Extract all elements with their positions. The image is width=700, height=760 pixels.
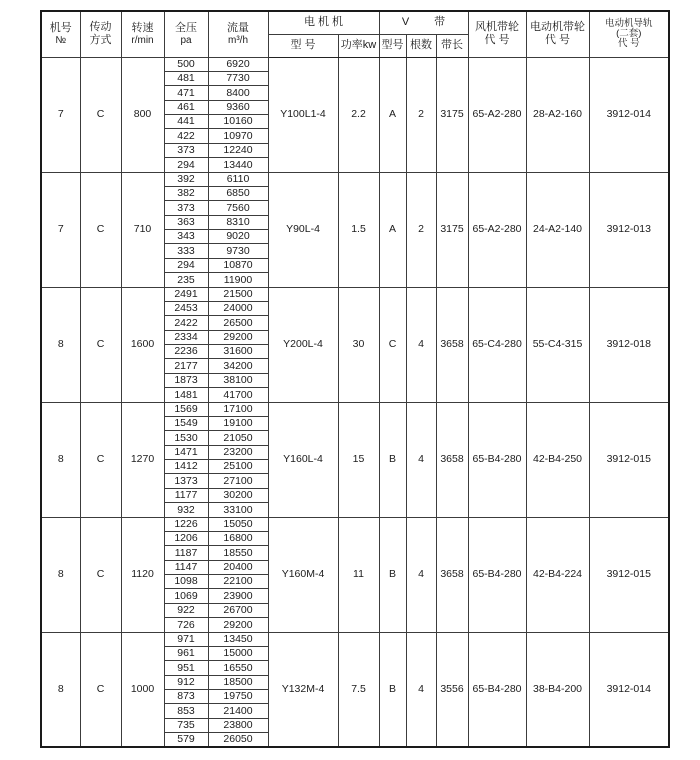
table-row: [41, 632, 669, 646]
cell-flow: 9020: [208, 230, 268, 244]
cell-rail: 3912-015: [589, 402, 669, 517]
cell-motor-pulley: 38-B4-200: [526, 632, 589, 747]
col-header-motor-power: 功率kw: [338, 34, 379, 57]
table-header: [41, 11, 669, 57]
cell-motor-power: 1.5: [338, 172, 379, 287]
cell-motor-model: Y100L1-4: [268, 57, 338, 172]
cell-flow: 6850: [208, 186, 268, 200]
cell-flow: 27100: [208, 474, 268, 488]
cell-fan-pulley: 65-A2-280: [468, 172, 526, 287]
cell-flow: 17100: [208, 402, 268, 416]
cell-flow: 26500: [208, 316, 268, 330]
cell-flow: 13450: [208, 632, 268, 646]
col-header-belt-length: 带长: [436, 34, 468, 57]
cell-flow: 19750: [208, 690, 268, 704]
cell-motor-pulley: 28-A2-160: [526, 57, 589, 172]
cell-flow: 16800: [208, 531, 268, 545]
cell-pressure: 2453: [164, 301, 208, 315]
cell-flow: 23800: [208, 718, 268, 732]
cell-belt-length: 3658: [436, 402, 468, 517]
cell-pressure: 922: [164, 603, 208, 617]
cell-motor-model: Y90L-4: [268, 172, 338, 287]
cell-machine-no: 8: [41, 402, 80, 517]
cell-pressure: 1187: [164, 546, 208, 560]
cell-belt-length: 3175: [436, 57, 468, 172]
cell-rail: 3912-018: [589, 287, 669, 402]
col-header-belt-count: 根数: [406, 34, 436, 57]
cell-belt-count: 2: [406, 57, 436, 172]
cell-machine-no: 8: [41, 517, 80, 632]
cell-belt-length: 3658: [436, 287, 468, 402]
cell-pressure: 1873: [164, 373, 208, 387]
cell-belt-count: 4: [406, 402, 436, 517]
cell-pressure: 853: [164, 704, 208, 718]
col-header-drive-line1: 传动: [89, 21, 112, 34]
table-row: [41, 287, 669, 301]
cell-pressure: 1412: [164, 460, 208, 474]
cell-pressure: 500: [164, 57, 208, 71]
cell-pressure: 471: [164, 86, 208, 100]
cell-speed: 1000: [121, 632, 164, 747]
col-header-pressure-unit: pa: [180, 34, 192, 46]
col-header-speed-label: 转速: [131, 21, 154, 34]
cell-flow: 29200: [208, 618, 268, 632]
cell-belt-type: B: [379, 517, 406, 632]
cell-pressure: 735: [164, 718, 208, 732]
col-header-machine-no-label: 机号: [49, 21, 72, 34]
cell-flow: 24000: [208, 301, 268, 315]
cell-motor-model: Y200L-4: [268, 287, 338, 402]
cell-drive: C: [80, 57, 121, 172]
col-header-motor-pulley-line1: 电动机带轮: [530, 21, 586, 34]
cell-motor-power: 11: [338, 517, 379, 632]
cell-pressure: 1147: [164, 560, 208, 574]
cell-machine-no: 7: [41, 57, 80, 172]
cell-pressure: 961: [164, 646, 208, 660]
col-header-drive: [80, 11, 121, 57]
cell-pressure: 422: [164, 129, 208, 143]
cell-drive: C: [80, 402, 121, 517]
cell-belt-count: 2: [406, 172, 436, 287]
cell-pressure: 1569: [164, 402, 208, 416]
cell-motor-pulley: 24-A2-140: [526, 172, 589, 287]
cell-pressure: 2236: [164, 345, 208, 359]
cell-pressure: 1530: [164, 431, 208, 445]
cell-rail: 3912-014: [589, 57, 669, 172]
col-header-machine-no: [41, 11, 80, 57]
cell-flow: 20400: [208, 560, 268, 574]
cell-pressure: 441: [164, 115, 208, 129]
cell-flow: 7730: [208, 71, 268, 85]
cell-flow: 22100: [208, 575, 268, 589]
cell-pressure: 1549: [164, 416, 208, 430]
cell-machine-no: 8: [41, 287, 80, 402]
cell-fan-pulley: 65-B4-280: [468, 402, 526, 517]
cell-belt-type: B: [379, 402, 406, 517]
cell-rail: 3912-015: [589, 517, 669, 632]
cell-motor-power: 7.5: [338, 632, 379, 747]
cell-flow: 38100: [208, 373, 268, 387]
cell-pressure: 912: [164, 675, 208, 689]
cell-motor-power: 15: [338, 402, 379, 517]
cell-flow: 8400: [208, 86, 268, 100]
cell-pressure: 1373: [164, 474, 208, 488]
col-header-motor-pulley-line2: 代 号: [544, 34, 571, 47]
col-header-flow-unit: m³/h: [228, 34, 248, 46]
cell-flow: 29200: [208, 330, 268, 344]
cell-flow: 10870: [208, 258, 268, 272]
cell-drive: C: [80, 287, 121, 402]
cell-flow: 9730: [208, 244, 268, 258]
cell-drive: C: [80, 632, 121, 747]
cell-rail: 3912-013: [589, 172, 669, 287]
cell-pressure: 2177: [164, 359, 208, 373]
cell-flow: 6920: [208, 57, 268, 71]
cell-flow: 7560: [208, 201, 268, 215]
cell-pressure: 343: [164, 230, 208, 244]
cell-motor-power: 30: [338, 287, 379, 402]
cell-speed: 800: [121, 57, 164, 172]
cell-flow: 16550: [208, 661, 268, 675]
cell-pressure: 2334: [164, 330, 208, 344]
table-row: [41, 402, 669, 416]
cell-motor-model: Y132M-4: [268, 632, 338, 747]
cell-flow: 9360: [208, 100, 268, 114]
cell-pressure: 971: [164, 632, 208, 646]
cell-speed: 1600: [121, 287, 164, 402]
cell-pressure: 1471: [164, 445, 208, 459]
cell-pressure: 1206: [164, 531, 208, 545]
cell-speed: 1120: [121, 517, 164, 632]
cell-flow: 11900: [208, 273, 268, 287]
cell-flow: 21400: [208, 704, 268, 718]
cell-machine-no: 7: [41, 172, 80, 287]
cell-pressure: 392: [164, 172, 208, 186]
cell-pressure: 932: [164, 503, 208, 517]
cell-motor-pulley: 55-C4-315: [526, 287, 589, 402]
cell-pressure: 951: [164, 661, 208, 675]
col-header-pressure: [164, 11, 208, 57]
col-header-drive-line2: 方式: [89, 34, 112, 47]
cell-flow: 15000: [208, 646, 268, 660]
cell-belt-type: C: [379, 287, 406, 402]
col-header-flow-label: 流量: [227, 21, 249, 34]
col-header-speed: [121, 11, 164, 57]
cell-pressure: 333: [164, 244, 208, 258]
cell-belt-count: 4: [406, 287, 436, 402]
cell-flow: 18500: [208, 675, 268, 689]
cell-flow: 26050: [208, 733, 268, 747]
table-row: [41, 172, 669, 186]
cell-flow: 33100: [208, 503, 268, 517]
cell-pressure: 382: [164, 186, 208, 200]
col-header-vbelt-dai: 带: [434, 16, 446, 29]
cell-pressure: 363: [164, 215, 208, 229]
cell-drive: C: [80, 172, 121, 287]
cell-pressure: 1069: [164, 589, 208, 603]
cell-pressure: 294: [164, 158, 208, 172]
col-header-motor-group: [268, 11, 379, 34]
cell-flow: 13440: [208, 158, 268, 172]
cell-fan-pulley: 65-B4-280: [468, 517, 526, 632]
col-header-speed-unit: r/min: [131, 34, 154, 46]
cell-flow: 31600: [208, 345, 268, 359]
cell-pressure: 579: [164, 733, 208, 747]
cell-flow: 23900: [208, 589, 268, 603]
col-header-pressure-label: 全压: [175, 21, 197, 34]
col-header-motor-rail-line3: 代 号: [617, 38, 640, 50]
cell-pressure: 726: [164, 618, 208, 632]
cell-pressure: 2422: [164, 316, 208, 330]
cell-flow: 8310: [208, 215, 268, 229]
col-header-motor-model: 型 号: [268, 34, 338, 57]
cell-flow: 23200: [208, 445, 268, 459]
cell-pressure: 1481: [164, 388, 208, 402]
table-row: [41, 517, 669, 531]
cell-speed: 710: [121, 172, 164, 287]
cell-flow: 6110: [208, 172, 268, 186]
col-header-motor-group-label: 电 机 机: [303, 16, 344, 29]
cell-fan-pulley: 65-C4-280: [468, 287, 526, 402]
cell-flow: 15050: [208, 517, 268, 531]
col-header-machine-no-unit: №: [55, 34, 67, 46]
cell-belt-length: 3175: [436, 172, 468, 287]
cell-pressure: 481: [164, 71, 208, 85]
cell-pressure: 1177: [164, 488, 208, 502]
cell-flow: 30200: [208, 488, 268, 502]
col-header-fan-pulley-line1: 风机带轮: [475, 21, 520, 34]
cell-rail: 3912-014: [589, 632, 669, 747]
cell-belt-type: B: [379, 632, 406, 747]
col-header-fan-pulley-line2: 代 号: [484, 34, 510, 47]
cell-pressure: 1226: [164, 517, 208, 531]
cell-belt-count: 4: [406, 517, 436, 632]
spec-table-body: [41, 57, 669, 747]
cell-flow: 26700: [208, 603, 268, 617]
cell-flow: 21500: [208, 287, 268, 301]
cell-flow: 25100: [208, 460, 268, 474]
cell-flow: 34200: [208, 359, 268, 373]
cell-pressure: 873: [164, 690, 208, 704]
col-header-vbelt-group: [379, 11, 468, 34]
cell-flow: 41700: [208, 388, 268, 402]
cell-belt-type: A: [379, 57, 406, 172]
cell-speed: 1270: [121, 402, 164, 517]
cell-flow: 10970: [208, 129, 268, 143]
cell-motor-pulley: 42-B4-250: [526, 402, 589, 517]
cell-pressure: 1098: [164, 575, 208, 589]
cell-pressure: 235: [164, 273, 208, 287]
cell-motor-power: 2.2: [338, 57, 379, 172]
cell-flow: 21050: [208, 431, 268, 445]
cell-fan-pulley: 65-B4-280: [468, 632, 526, 747]
cell-pressure: 294: [164, 258, 208, 272]
cell-belt-length: 3556: [436, 632, 468, 747]
cell-flow: 19100: [208, 416, 268, 430]
cell-machine-no: 8: [41, 632, 80, 747]
col-header-vbelt-v: V: [401, 16, 410, 29]
cell-motor-pulley: 42-B4-224: [526, 517, 589, 632]
cell-flow: 12240: [208, 143, 268, 157]
cell-drive: C: [80, 517, 121, 632]
col-header-motor-rail-line2: (二套): [616, 28, 642, 40]
cell-pressure: 373: [164, 201, 208, 215]
col-header-motor-rail: [589, 11, 669, 57]
cell-pressure: 2491: [164, 287, 208, 301]
cell-fan-pulley: 65-A2-280: [468, 57, 526, 172]
cell-belt-count: 4: [406, 632, 436, 747]
col-header-motor-rail-line1: 电动机导轨: [605, 17, 653, 29]
cell-flow: 18550: [208, 546, 268, 560]
fan-spec-table: [40, 10, 670, 748]
col-header-belt-type: 型号: [379, 34, 406, 57]
cell-belt-type: A: [379, 172, 406, 287]
cell-motor-model: Y160L-4: [268, 402, 338, 517]
cell-flow: 10160: [208, 115, 268, 129]
col-header-flow: [208, 11, 268, 57]
col-header-motor-pulley: [526, 11, 589, 57]
col-header-fan-pulley: [468, 11, 526, 57]
table-row: [41, 57, 669, 71]
cell-belt-length: 3658: [436, 517, 468, 632]
cell-motor-model: Y160M-4: [268, 517, 338, 632]
cell-pressure: 461: [164, 100, 208, 114]
cell-pressure: 373: [164, 143, 208, 157]
